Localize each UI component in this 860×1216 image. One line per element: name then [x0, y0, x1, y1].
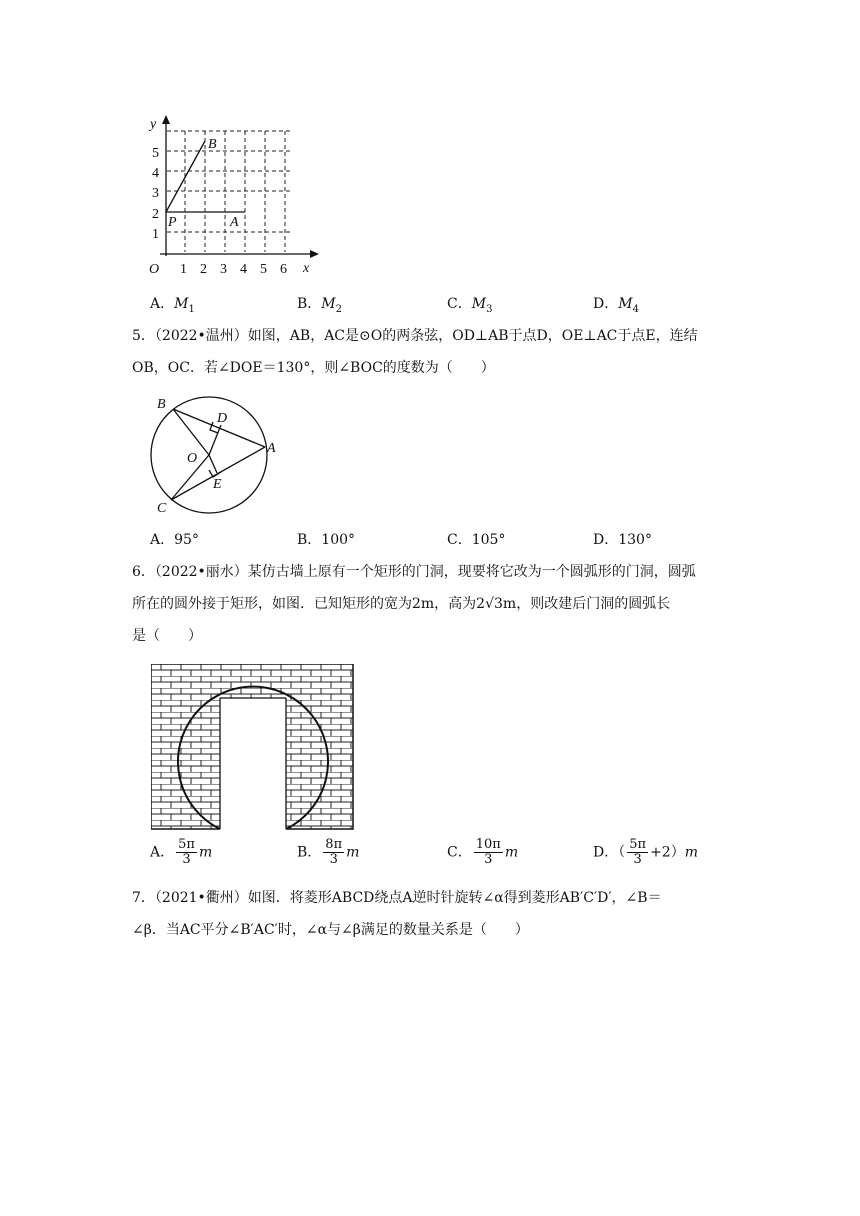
- q5-option-d[interactable]: D．130°: [593, 532, 652, 548]
- point-label-b: B: [208, 137, 217, 152]
- y-axis-label: y: [150, 117, 157, 132]
- point-label-a: A: [230, 215, 239, 230]
- fraction: $\frac{8\pi}{3}$: [325, 837, 343, 867]
- y-tick: 2: [152, 207, 159, 222]
- label-e: E: [213, 477, 222, 492]
- x-tick: 1: [180, 262, 187, 277]
- q4-option-c[interactable]: C．$M_3$: [447, 296, 493, 315]
- q6-option-b[interactable]: B． $\frac{8\pi}{3}$ m: [297, 837, 360, 867]
- point-label-p: P: [168, 215, 177, 230]
- y-tick: 1: [152, 227, 159, 242]
- origin-label: O: [149, 262, 160, 277]
- q6-option-d[interactable]: D．（ $\frac{5\pi}{3}$ +2）m: [593, 837, 698, 867]
- question-line: 所在的圆外接于矩形，如图．已知矩形的宽为2m，高为2√3m，则改建后门洞的圆弧长: [132, 596, 671, 612]
- q4-option-a[interactable]: A．$M_1$: [150, 296, 195, 315]
- fraction: $\frac{5\pi}{3}$: [629, 837, 647, 867]
- x-tick: 4: [240, 262, 247, 277]
- q6-option-c[interactable]: C． $\frac{10\pi}{3}$ m: [447, 837, 519, 867]
- x-tick: 3: [220, 262, 227, 277]
- q5-option-c[interactable]: C．105°: [447, 532, 506, 548]
- y-tick: 4: [152, 166, 159, 181]
- question-line: 5．（2022•温州）如图，AB，AC是⊙O的两条弦，OD⊥AB于点D，OE⊥AC于点E，连结: [132, 328, 698, 344]
- x-tick: 2: [200, 262, 207, 277]
- fraction: $\frac{5\pi}{3}$: [178, 837, 195, 867]
- x-tick: 6: [280, 262, 287, 277]
- q5-option-a[interactable]: A．95°: [150, 532, 199, 548]
- q4-grid-figure: [140, 110, 330, 280]
- label-a: A: [267, 441, 276, 456]
- label-c: C: [157, 501, 167, 516]
- x-axis-label: x: [303, 261, 310, 276]
- q5-circle-figure: [140, 390, 290, 520]
- label-d: D: [217, 411, 228, 426]
- question-line: OB，OC．若∠DOE＝130°，则∠BOC的度数为（ ）: [132, 360, 495, 376]
- x-tick: 5: [260, 262, 267, 277]
- label-b: B: [157, 397, 166, 412]
- question-line: 是（ ）: [132, 628, 202, 644]
- y-tick: 3: [152, 186, 159, 201]
- y-tick: 5: [152, 146, 159, 161]
- question-6-text: [132, 556, 732, 652]
- fraction: $\frac{10\pi}{3}$: [475, 837, 501, 867]
- question-7-text: [132, 882, 732, 946]
- label-o: O: [187, 451, 198, 466]
- q4-option-b[interactable]: B．$M_2$: [297, 296, 343, 315]
- question-line: 6．（2022•丽水）某仿古墙上原有一个矩形的门洞，现要将它改为一个圆弧形的门洞，圆弧: [132, 564, 696, 580]
- question-line: ∠β．当AC平分∠B′AC′时，∠α与∠β满足的数量关系是（ ）: [132, 922, 529, 938]
- question-5-text: [132, 320, 732, 384]
- q5-option-b[interactable]: B．100°: [297, 532, 356, 548]
- q6-option-a[interactable]: A． $\frac{5\pi}{3}$ m: [150, 837, 213, 867]
- q6-brick-wall-figure: [151, 664, 354, 830]
- question-line: 7．（2021•衢州）如图．将菱形ABCD绕点A逆时针旋转∠α得到菱形AB′C′D′，∠B＝: [132, 890, 662, 906]
- q4-option-d[interactable]: D．$M_4$: [593, 296, 639, 315]
